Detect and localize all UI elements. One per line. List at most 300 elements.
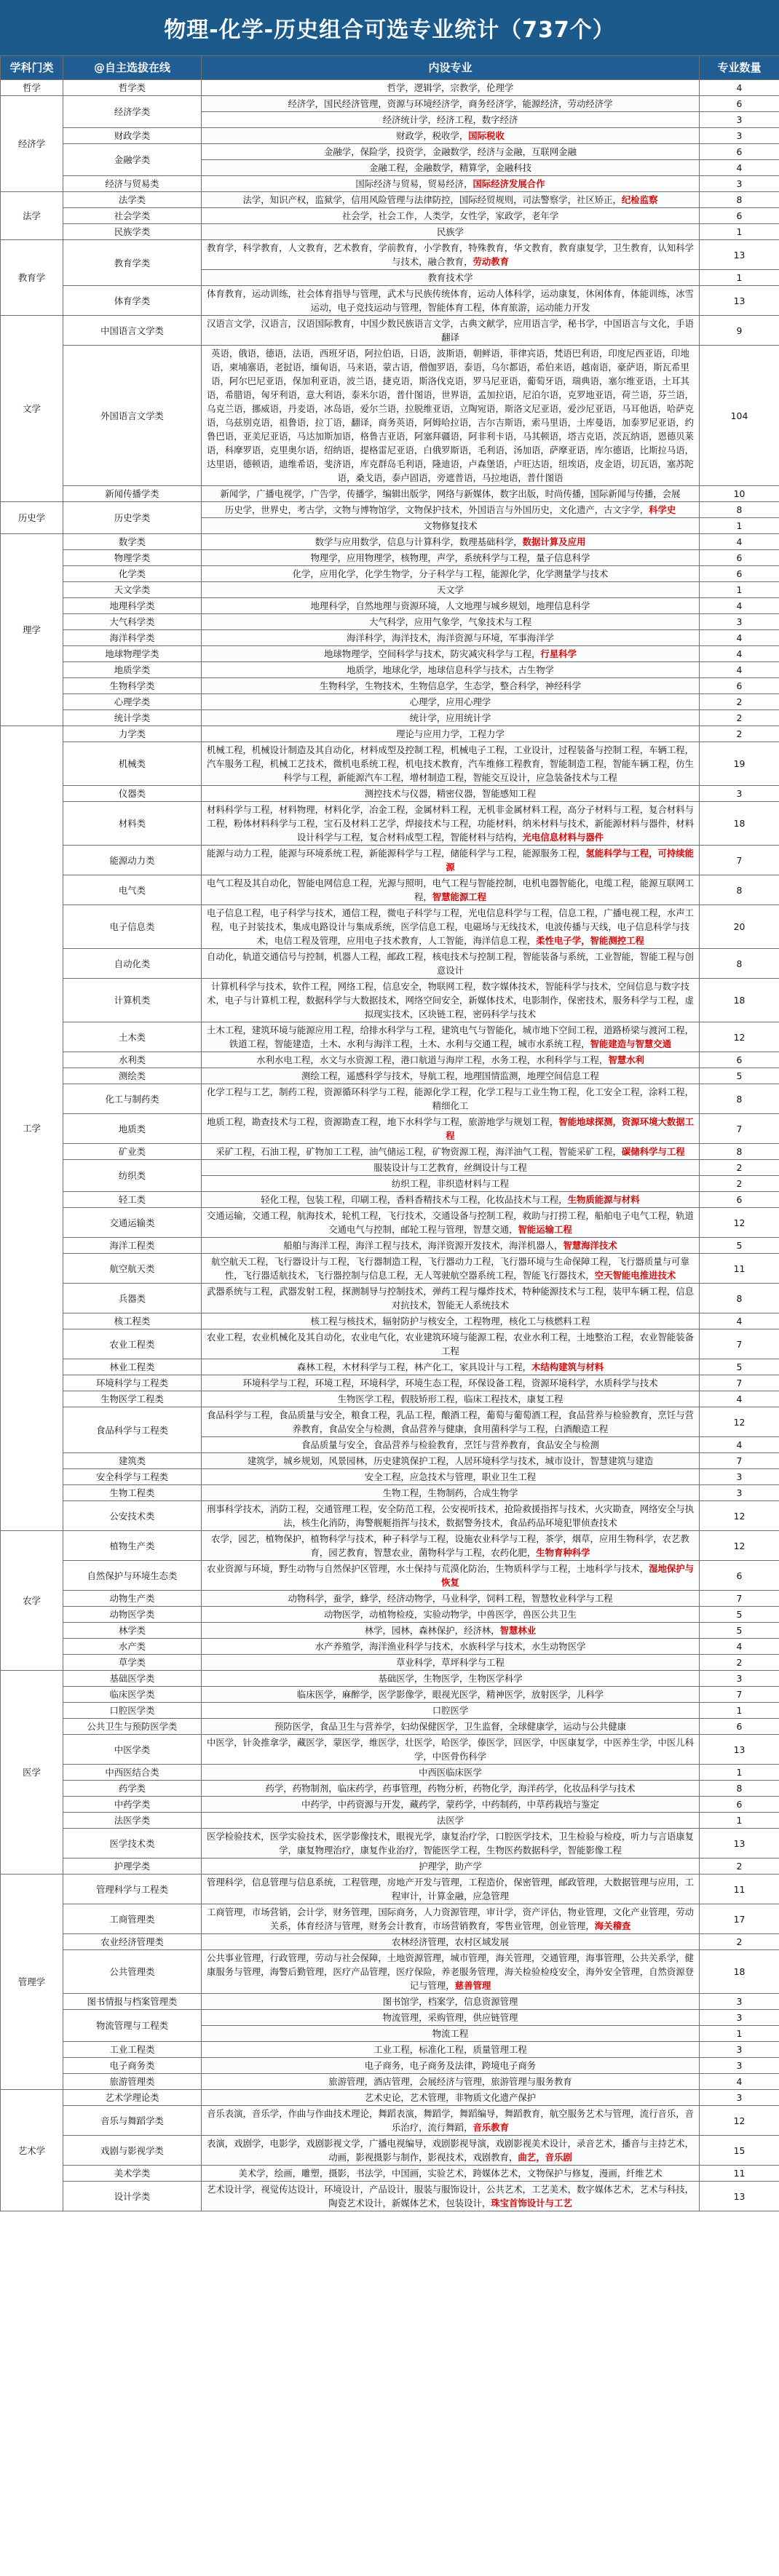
major-text: 能源与动力工程，能源与环境系统工程，新能源科学与工程，储能科学与工程，能源服务工程， — [206, 848, 586, 859]
count-cell: 6 — [700, 678, 779, 694]
major-text: 自动化，轨道交通信号与控制，机器人工程，邮政工程，核电技术与控制工程，智能装备与系统，工业智能，智能工程与创意设计 — [206, 951, 695, 976]
majors-cell — [202, 566, 700, 582]
new-major-highlight: 湿地保护与恢复 — [441, 1563, 695, 1588]
count-cell: 5 — [700, 1607, 779, 1623]
count-cell: 8 — [700, 1144, 779, 1160]
category-cell: 农业经济管理类 — [63, 1934, 202, 1950]
table-row — [1, 1735, 779, 1765]
category-cell: 测绘类 — [63, 1068, 202, 1084]
majors-cell — [202, 1238, 700, 1254]
major-text: 农林经济管理，农村区域发展 — [391, 1936, 510, 1947]
category-cell: 自动化类 — [63, 949, 202, 979]
category-cell: 动物生产类 — [63, 1591, 202, 1607]
count-cell: 3 — [700, 1485, 779, 1501]
new-major-highlight: 慈善管理 — [454, 1980, 491, 1991]
table-row — [1, 128, 779, 144]
major-text: 艺术史论，艺术管理，非物质文化遗产保护 — [364, 2092, 537, 2103]
major-text: 地理科学，自然地理与资源环境，人文地理与城乡规划，地理信息科学 — [310, 600, 590, 611]
count-cell: 2 — [700, 710, 779, 726]
count-cell: 104 — [700, 346, 779, 486]
majors-cell — [202, 1144, 700, 1160]
category-cell: 法学类 — [63, 192, 202, 208]
table-row — [1, 1994, 779, 2010]
major-text: 新闻学，广播电视学，广告学，传播学，编辑出版学，网络与新媒体，数字出版，时尚传播，国际新闻与传播，会展 — [220, 488, 681, 499]
majors-cell — [202, 1114, 700, 1144]
majors-cell — [202, 1437, 700, 1453]
major-text: 船舶与海洋工程，海洋工程与技术，海洋资源开发技术，海洋机器人， — [283, 1240, 564, 1251]
count-cell: 7 — [700, 1114, 779, 1144]
count-cell: 6 — [700, 1797, 779, 1813]
majors-cell — [202, 270, 700, 286]
count-cell: 8 — [700, 192, 779, 208]
new-major-highlight: 海关稽查 — [594, 1920, 631, 1931]
table-row — [1, 1453, 779, 1469]
majors-cell — [202, 2074, 700, 2090]
major-text: 海洋科学，海洋技术，海洋资源与环境，军事海洋学 — [347, 632, 554, 643]
table-row — [1, 1703, 779, 1719]
major-text: 动物医学，动植物检疫，实验动物学，中兽医学，兽医公共卫生 — [324, 1609, 577, 1620]
majors-cell — [202, 1639, 700, 1655]
major-text: 表演，戏剧学，电影学，戏剧影视文学，广播电视编导，戏剧影视导演，戏剧影视美术设计，录音艺术，播音与主持艺术，动画，影视摄影与制作，影视技术，戏剧教育， — [206, 2138, 695, 2163]
new-major-highlight: 柔性电子学，智能测控工程 — [536, 935, 644, 946]
table-row — [1, 1687, 779, 1703]
major-text: 管理科学，信息管理与信息系统，工程管理，房地产开发与管理，工程造价，保密管理，邮政管理，大数据管理与应用，工程审计，计算金融，应急管理 — [206, 1877, 695, 1901]
count-cell: 4 — [700, 630, 779, 646]
table-row — [1, 1208, 779, 1238]
major-text: 生物工程，生物制药，合成生物学 — [382, 1487, 518, 1498]
category-cell: 能源动力类 — [63, 846, 202, 875]
table-row — [1, 1623, 779, 1639]
count-cell: 6 — [700, 566, 779, 582]
table-row — [1, 550, 779, 566]
category-cell: 生物医学工程类 — [63, 1391, 202, 1407]
major-text: 金融学，保险学，投资学，金融数学，经济与金融，互联网金融 — [324, 146, 577, 157]
count-cell: 2 — [700, 1934, 779, 1950]
category-cell: 新闻传播学类 — [63, 486, 202, 502]
major-text: 金融工程，金融数学，精算学，金融科技 — [368, 162, 532, 173]
category-cell: 中药学类 — [63, 1797, 202, 1813]
table-row — [1, 240, 779, 270]
count-cell: 13 — [700, 240, 779, 270]
majors-cell — [202, 1607, 700, 1623]
major-text: 临床医学，麻醉学，医学影像学，眼视光医学，精神医学，放射医学，儿科学 — [296, 1689, 604, 1700]
table-row — [1, 224, 779, 240]
category-cell: 农业工程类 — [63, 1329, 202, 1359]
count-cell: 7 — [700, 1591, 779, 1607]
category-cell: 林业工程类 — [63, 1359, 202, 1375]
major-text: 机械工程，机械设计制造及其自动化，材料成型及控制工程，机械电子工程，工业设计，过程装备与控制工程，车辆工程，汽车服务工程，机械工艺技术，微机电系统工程，机电技术教育，汽车维修工程教育，智能制造工程，智能车辆工程，仿生科学与工程，新能源汽车工程，增材制造工程，智能交互设计，应急装备技术与工程 — [206, 744, 695, 783]
majors-cell — [202, 726, 700, 742]
majors-cell — [202, 1375, 700, 1391]
count-cell: 3 — [700, 112, 779, 128]
header-discipline: 学科门类 — [1, 56, 63, 80]
count-cell: 3 — [700, 1469, 779, 1485]
count-cell: 13 — [700, 1829, 779, 1859]
category-cell: 医学技术类 — [63, 1829, 202, 1859]
major-text: 哲学，逻辑学，宗教学，伦理学 — [387, 82, 514, 93]
count-cell: 4 — [700, 160, 779, 176]
major-text: 环境科学与工程，环境工程，环境科学，环境生态工程，环保设备工程，资源环境科学，水质科学与技术 — [242, 1378, 658, 1388]
major-text: 林学，园林，森林保护，经济林， — [364, 1625, 500, 1636]
major-text: 刑事科学技术，消防工程，交通管理工程，安全防范工程，公安视听技术，抢险救援指挥与技术，火灾勘查，网络安全与执法，核生化消防，海警舰艇指挥与技术，数据警务技术，食品药品环境犯罪侦查技术 — [206, 1503, 695, 1528]
major-text: 中医学，针灸推拿学，藏医学，蒙医学，维医学，壮医学，哈医学，傣医学，回医学，中医康复学，中医养生学，中医儿科学，中医骨伤科学 — [206, 1737, 695, 1762]
header-category: @自主选拔在线 — [63, 56, 202, 80]
category-cell: 地理科学类 — [63, 598, 202, 614]
majors-cell — [202, 1623, 700, 1639]
category-cell: 金融学类 — [63, 144, 202, 176]
new-major-highlight: 智能建造与智慧交通 — [590, 1038, 672, 1049]
new-major-highlight: 曲艺，音乐剧 — [518, 2152, 572, 2163]
table-row — [1, 1068, 779, 1084]
category-cell: 基础医学类 — [63, 1671, 202, 1687]
majors-cell — [202, 598, 700, 614]
major-text: 农业资源与环境，野生动物与自然保护区管理，水土保持与荒漠化防治，生物质科学与工程，土地科学与技术， — [206, 1563, 649, 1574]
table-row — [1, 2074, 779, 2090]
majors-cell — [202, 662, 700, 678]
majors-cell — [202, 1391, 700, 1407]
major-text: 经济统计学，经济工程，数字经济 — [382, 114, 518, 125]
count-cell: 18 — [700, 802, 779, 846]
major-text: 工商管理，市场营销，会计学，财务管理，国际商务，人力资源管理，审计学，资产评估，物业管理，文化产业管理，劳动关系，体育经济与管理，财务会计教育，市场营销教育，零售业管理，创业管理， — [206, 1907, 695, 1931]
category-cell: 公共卫生与预防医学类 — [63, 1719, 202, 1735]
majors-cell — [202, 1781, 700, 1797]
major-text: 教育技术学 — [427, 272, 473, 283]
majors-cell — [202, 2042, 700, 2058]
category-cell: 图书情报与档案管理类 — [63, 1994, 202, 2010]
table-row — [1, 694, 779, 710]
new-major-highlight: 劳动教育 — [472, 256, 510, 267]
table-row — [1, 662, 779, 678]
majors-cell — [202, 1329, 700, 1359]
majors-cell — [202, 224, 700, 240]
category-cell: 水利类 — [63, 1052, 202, 1068]
category-cell: 土木类 — [63, 1022, 202, 1052]
table-row — [1, 614, 779, 630]
majors-cell — [202, 630, 700, 646]
majors-cell — [202, 550, 700, 566]
count-cell: 2 — [700, 1859, 779, 1875]
table-row — [1, 1052, 779, 1068]
table-row — [1, 1485, 779, 1501]
table-row — [1, 566, 779, 582]
major-text: 预防医学，食品卫生与营养学，妇幼保健医学，卫生监督，全球健康学，运动与公共健康 — [274, 1721, 627, 1732]
category-cell: 地球物理学类 — [63, 646, 202, 662]
category-cell: 历史学类 — [63, 502, 202, 534]
major-text: 纺织工程，非织造材料与工程 — [391, 1178, 510, 1189]
count-cell: 8 — [700, 949, 779, 979]
discipline-cell: 农学 — [1, 1531, 63, 1671]
count-cell: 2 — [700, 726, 779, 742]
category-cell: 食品科学与工程类 — [63, 1407, 202, 1453]
count-cell: 5 — [700, 1623, 779, 1639]
header-content: 内设专业 — [202, 56, 700, 80]
category-cell: 自然保护与环境生态类 — [63, 1561, 202, 1591]
category-cell: 环境科学与工程类 — [63, 1375, 202, 1391]
table-row — [1, 1391, 779, 1407]
major-text: 生物医学工程，假肢矫形工程，临床工程技术，康复工程 — [337, 1394, 564, 1404]
major-text: 航空航天工程，飞行器设计与工程，飞行器制造工程，飞行器动力工程，飞行器环境与生命保障工程，飞行器质量与可靠性，飞行器适航技术，飞行器控制与信息工程，无人驾驶航空器系统工程，智能飞行器技术， — [211, 1256, 689, 1281]
major-text: 公共事业管理，行政管理，劳动与社会保障，土地资源管理，城市管理，海关管理，交通管理，海事管理，公共关系学，健康服务与管理，海警后勤管理，医疗产品管理，医疗保险，养老服务管理，海关检验检疫安全，海外安全管理，自然资源登记与管理， — [206, 1952, 695, 1991]
new-major-highlight: 珠宝首饰设计与工艺 — [491, 2198, 572, 2209]
major-text: 电子信息工程，电子科学与技术，通信工程，微电子科学与工程，光电信息科学与工程，信息工程，广播电视工程，水声工程，电子封装技术，集成电路设计与集成系统，医学信息工程，电磁场与无线技术，电波传播与天线，电子信息科学与技术，电信工程及管理，应用电子技术教育，人工智能，海洋信息工程， — [206, 907, 695, 946]
majors-cell — [202, 346, 700, 486]
table-row — [1, 2010, 779, 2026]
new-major-highlight: 智能地球探测，资源环境大数据工程 — [446, 1116, 695, 1141]
table-row — [1, 1375, 779, 1391]
major-text: 美术学，绘画，雕塑，摄影，书法学，中国画，实验艺术，跨媒体艺术，文物保护与修复，漫画，纤维艺术 — [238, 2168, 663, 2179]
majors-cell — [202, 112, 700, 128]
majors-cell — [202, 1501, 700, 1531]
table-row — [1, 486, 779, 502]
major-text: 财政学，税收学， — [396, 130, 469, 141]
major-text: 大气科学，应用气象学，气象技术与工程 — [368, 616, 532, 627]
category-cell: 公安技术类 — [63, 1501, 202, 1531]
majors-cell — [202, 192, 700, 208]
count-cell: 12 — [700, 1022, 779, 1052]
major-text: 建筑学，城乡规划，风景园林，历史建筑保护工程，人居环境科学与技术，城市设计，智慧建筑与建造 — [247, 1455, 654, 1466]
count-cell: 1 — [700, 1765, 779, 1781]
category-cell: 心理学类 — [63, 694, 202, 710]
majors-cell — [202, 875, 700, 905]
count-cell: 5 — [700, 1068, 779, 1084]
majors-cell — [202, 1022, 700, 1052]
category-cell: 计算机类 — [63, 979, 202, 1022]
table-row — [1, 1114, 779, 1144]
major-text: 民族学 — [436, 226, 464, 237]
new-major-highlight: 光电信息材料与器件 — [522, 832, 604, 843]
majors-cell — [202, 286, 700, 316]
majors-cell — [202, 1313, 700, 1329]
majors-cell — [202, 1176, 700, 1192]
category-cell: 地质类 — [63, 1114, 202, 1144]
category-cell: 美术学类 — [63, 2166, 202, 2182]
majors-cell — [202, 802, 700, 846]
majors-cell — [202, 502, 700, 518]
count-cell: 15 — [700, 2136, 779, 2166]
table-row — [1, 1192, 779, 1208]
category-cell: 材料类 — [63, 802, 202, 846]
major-text: 医学检验技术，医学实验技术，医学影像技术，眼视光学，康复治疗学，口腔医学技术，卫生检验与检疫，听力与言语康复学，康复物理治疗，康复作业治疗，智能医学工程，生物医药数据科学，智能影像工程 — [206, 1831, 695, 1856]
category-cell: 口腔医学类 — [63, 1703, 202, 1719]
table-row — [1, 176, 779, 192]
majors-cell — [202, 534, 700, 550]
table-row — [1, 2042, 779, 2058]
category-cell: 音乐与舞蹈学类 — [63, 2106, 202, 2136]
category-cell: 天文学类 — [63, 582, 202, 598]
new-major-highlight: 生物育种科学 — [536, 1547, 590, 1558]
category-cell: 水产类 — [63, 1639, 202, 1655]
table-row — [1, 1765, 779, 1781]
majors-cell — [202, 1687, 700, 1703]
table-row — [1, 1797, 779, 1813]
count-cell: 7 — [700, 1375, 779, 1391]
major-text: 历史学，世界史，考古学，文物与博物馆学，文物保护技术，外国语言与外国历史，文化遗产，古文字学， — [224, 504, 649, 515]
count-cell: 12 — [700, 2106, 779, 2136]
count-cell: 9 — [700, 316, 779, 346]
discipline-cell: 管理学 — [1, 1875, 63, 2090]
count-cell: 6 — [700, 1561, 779, 1591]
new-major-highlight: 科学史 — [649, 504, 676, 515]
new-major-highlight: 碳储科学与工程 — [621, 1146, 685, 1157]
count-cell: 4 — [700, 1313, 779, 1329]
table-row — [1, 2106, 779, 2136]
majors-cell — [202, 846, 700, 875]
major-text: 数学与应用数学，信息与计算科学，数理基础科学， — [315, 536, 523, 547]
count-cell: 11 — [700, 1875, 779, 1904]
table-row — [1, 1829, 779, 1859]
category-cell: 药学类 — [63, 1781, 202, 1797]
category-cell: 设计学类 — [63, 2182, 202, 2211]
major-text: 艺术设计学，视觉传达设计，环境设计，产品设计，服装与服饰设计，公共艺术，工艺美术，数字媒体艺术，艺术与科技，陶瓷艺术设计，新媒体艺术，包装设计， — [206, 2184, 695, 2209]
count-cell: 3 — [700, 2090, 779, 2106]
table-row — [1, 1950, 779, 1994]
major-text: 化学工程与工艺，制药工程，资源循环科学与工程，能源化学工程，化学工程与工业生物工程，化工安全工程，涂料工程，精细化工 — [206, 1086, 695, 1111]
category-cell: 管理科学与工程类 — [63, 1875, 202, 1904]
new-major-highlight: 智能运输工程 — [518, 1224, 572, 1235]
majors-cell — [202, 2136, 700, 2166]
major-text: 国际经济与贸易，贸易经济， — [355, 178, 473, 189]
table-row — [1, 1022, 779, 1052]
count-cell: 6 — [700, 1192, 779, 1208]
major-text: 经济学，国民经济管理，资源与环境经济学，商务经济学，能源经济，劳动经济学 — [288, 98, 613, 109]
count-cell: 13 — [700, 286, 779, 316]
count-cell: 3 — [700, 1994, 779, 2010]
majors-cell — [202, 1735, 700, 1765]
category-cell: 统计学类 — [63, 710, 202, 726]
majors-cell — [202, 905, 700, 949]
major-text: 农业工程，农业机械化及其自动化，农业电气化，农业建筑环境与能源工程，农业水利工程，土地整治工程，农业智能装备工程 — [206, 1332, 695, 1356]
majors-cell — [202, 1359, 700, 1375]
majors-cell — [202, 2166, 700, 2182]
category-cell: 建筑类 — [63, 1453, 202, 1469]
discipline-cell: 医学 — [1, 1671, 63, 1875]
majors-cell — [202, 1192, 700, 1208]
count-cell: 1 — [700, 518, 779, 534]
major-text: 地球物理学，空间科学与技术，防灾减灾科学与工程， — [324, 648, 541, 659]
majors-cell — [202, 1208, 700, 1238]
table-row — [1, 710, 779, 726]
majors-cell — [202, 1052, 700, 1068]
majors-cell — [202, 1765, 700, 1781]
count-cell: 4 — [700, 80, 779, 96]
majors-cell — [202, 96, 700, 112]
category-cell: 轻工类 — [63, 1192, 202, 1208]
majors-cell — [202, 1561, 700, 1591]
table-row — [1, 1501, 779, 1531]
majors-cell — [202, 1719, 700, 1735]
major-text: 汉语言文学，汉语言，汉语国际教育，中国少数民族语言文学，古典文献学，应用语言学，秘书学，中国语言与文化，手语翻译 — [206, 318, 695, 343]
discipline-cell: 哲学 — [1, 80, 63, 96]
discipline-cell: 理学 — [1, 534, 63, 726]
category-cell: 地质学类 — [63, 662, 202, 678]
major-text: 地质工程，勘查技术与工程，资源勘查工程，地下水科学与工程，旅游地学与规划工程， — [206, 1116, 559, 1127]
table-row — [1, 144, 779, 160]
majors-cell — [202, 1994, 700, 2010]
major-text: 核工程与核技术，辐射防护与核安全，工程物理，核化工与核燃料工程 — [310, 1316, 590, 1327]
table-row — [1, 2166, 779, 2182]
category-cell: 外国语言文学类 — [63, 346, 202, 486]
majors-cell — [202, 646, 700, 662]
major-text: 中西医临床医学 — [419, 1767, 482, 1778]
category-cell: 力学类 — [63, 726, 202, 742]
table-row — [1, 1655, 779, 1671]
discipline-cell: 历史学 — [1, 502, 63, 534]
table-row — [1, 1875, 779, 1904]
category-cell: 交通运输类 — [63, 1208, 202, 1238]
majors-cell — [202, 1655, 700, 1671]
table-row — [1, 1284, 779, 1313]
category-cell: 戏剧与影视学类 — [63, 2136, 202, 2166]
category-cell: 海洋工程类 — [63, 1238, 202, 1254]
major-text: 测绘工程，遥感科学与技术，导航工程，地理国情监测，地理空间信息工程 — [301, 1070, 599, 1081]
table-body — [1, 80, 779, 2211]
category-cell: 艺术学理论类 — [63, 2090, 202, 2106]
category-cell: 核工程类 — [63, 1313, 202, 1329]
major-text: 动物科学，蚕学，蜂学，经济动物学，马业科学，饲料工程，智慧牧业科学与工程 — [288, 1593, 613, 1604]
majors-cell — [202, 176, 700, 192]
majors-cell — [202, 678, 700, 694]
table-row — [1, 1359, 779, 1375]
majors-cell — [202, 1469, 700, 1485]
count-cell: 7 — [700, 1687, 779, 1703]
new-major-highlight: 智慧能源工程 — [432, 891, 487, 902]
count-cell: 12 — [700, 1501, 779, 1531]
table-row — [1, 786, 779, 802]
table-row — [1, 1607, 779, 1623]
table-row — [1, 802, 779, 846]
category-cell: 生物科学类 — [63, 678, 202, 694]
table-row — [1, 1639, 779, 1655]
category-cell: 航空航天类 — [63, 1254, 202, 1284]
count-cell: 1 — [700, 270, 779, 286]
major-text: 天文学 — [436, 584, 464, 595]
major-text: 交通运输，交通工程，航海技术，轮机工程，飞行技术，交通设备与控制工程，救助与打捞工程，船舶电子电气工程，轨道交通电气与控制，邮轮工程与管理，智慧交通， — [206, 1210, 695, 1235]
majors-cell — [202, 614, 700, 630]
table-row — [1, 502, 779, 518]
discipline-cell: 工学 — [1, 726, 63, 1531]
table-row — [1, 286, 779, 316]
count-cell: 7 — [700, 1329, 779, 1359]
count-cell: 12 — [700, 1208, 779, 1238]
category-cell: 物流管理与工程类 — [63, 2010, 202, 2042]
count-cell: 1 — [700, 582, 779, 598]
majors-cell — [202, 1453, 700, 1469]
table-row — [1, 208, 779, 224]
new-major-highlight: 木结构建筑与材料 — [531, 1361, 604, 1372]
table-row — [1, 875, 779, 905]
discipline-cell: 法学 — [1, 192, 63, 240]
table-row — [1, 192, 779, 208]
majors-cell — [202, 2026, 700, 2042]
category-cell: 兵器类 — [63, 1284, 202, 1313]
category-cell: 数学类 — [63, 534, 202, 550]
table-row — [1, 598, 779, 614]
category-cell: 仪器类 — [63, 786, 202, 802]
table-row — [1, 346, 779, 486]
major-text: 农学，园艺，植物保护，植物科学与技术，种子科学与工程，设施农业科学与工程，茶学，烟草，应用生物科学，农艺教育，园艺教育，智慧农业，菌物科学与工程，农药化肥， — [211, 1533, 689, 1558]
count-cell: 2 — [700, 1160, 779, 1176]
new-major-highlight: 数据计算及应用 — [522, 536, 586, 547]
major-text: 计算机科学与技术，软件工程，网络工程，信息安全，物联网工程，数字媒体技术，智能科学与技术，空间信息与数字技术，电子与计算机工程，数据科学与大数据技术，网络空间安全，新媒体技术，电影制作，保密技术，服务科学与工程，虚拟现实技术，区块链工程，密码科学与技术 — [206, 981, 695, 1019]
majors-cell — [202, 1160, 700, 1176]
count-cell: 3 — [700, 128, 779, 144]
table-row — [1, 1719, 779, 1735]
major-text: 采矿工程，石油工程，矿物加工工程，油气储运工程，矿物资源工程，海洋油气工程，智能采矿工程， — [215, 1146, 622, 1157]
table-row — [1, 1407, 779, 1437]
majors-cell — [202, 2058, 700, 2074]
majors-cell — [202, 486, 700, 502]
count-cell: 18 — [700, 1950, 779, 1994]
